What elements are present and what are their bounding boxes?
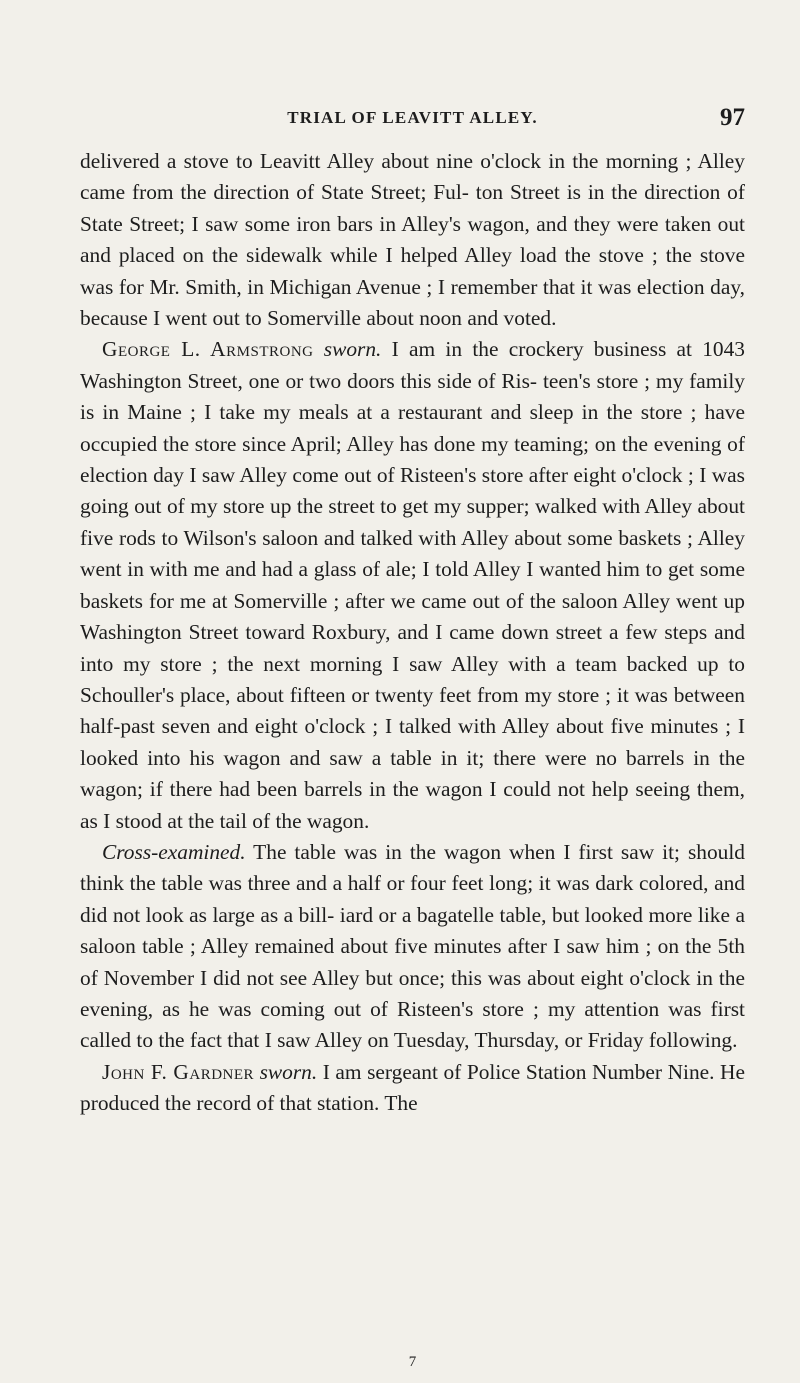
paragraph-armstrong-testimony xyxy=(80,334,745,837)
paragraph-cross-examination xyxy=(80,837,745,1057)
paragraph-text: The table was in the wagon when I first saw it; should think the table was three and a half or four feet long; it was dark colored, and did not look as large as a bill- iard or a bagatelle table, but looked more like a saloon table ; Alley remained about five minutes after I saw him ; on the 5th of November I did not see Alley but once; this was about eight o'clock in the evening, as he was coming out of Risteen's store ; my attention was first called to the fact that I saw Alley on Tuesday, Thursday, or Friday following. xyxy=(80,839,745,1053)
paragraph-text: I am in the crockery business at 1043 Washington Street, one or two doors this side of Ris- teen's store ; my family is in Maine ; I take my meals at a restaurant and sleep in the store ; have occupied the store since April; Alley has done my teaming; on the evening of election day I saw Alley come out of Risteen's store after eight o'clock ; I was going out of my store up the street to get my supper; walked with Alley about five rods to Wilson's saloon and talked with Alley about some baskets ; Alley went in with me and had a glass of ale; I told Alley I wanted him to get some baskets for me at Somerville ; after we came out of the saloon Alley went up Washington Street toward Roxbury, and I came down street a few steps and into my store ; the next morning I saw Alley with a team backed up to Schouller's place, about fifteen or twenty feet from my store ; it was between half-past seven and eight o'clock ; I talked with Alley about five minutes ; I looked into his wagon and saw a table in it; there were no barrels in the wagon; if there had been barrels in the wagon I could not help seeing them, as I stood at the tail of the wagon. xyxy=(80,337,745,833)
sworn-label: sworn. xyxy=(259,1059,318,1084)
paragraph-stove-delivery xyxy=(80,146,745,334)
running-head xyxy=(80,104,745,134)
body-text xyxy=(80,146,745,1120)
paragraph-gardner-testimony xyxy=(80,1057,745,1120)
cross-examined-label: Cross-examined. xyxy=(102,839,246,864)
witness-name: George L. Armstrong xyxy=(102,337,314,362)
signature-mark: 7 xyxy=(408,1354,417,1370)
sworn-label: sworn. xyxy=(323,337,382,362)
witness-name: John F. Gardner xyxy=(102,1059,255,1084)
paragraph-text: I am sergeant of Police Station Number Nine. He produced the record of that station. The xyxy=(80,1059,745,1116)
paragraph-text: delivered a stove to Leavitt Alley about nine o'clock in the morning ; Alley came from the direction of State Street; Ful- ton Street is in the direction of State Street; I saw some iron bars in Alley's wagon, and they were taken out and placed on the sidewalk while I helped Alley load the stove ; the stove was for Mr. Smith, in Michigan Avenue ; I remember that it was election day, because I went out to Somerville about noon and voted. xyxy=(80,149,745,331)
running-title: TRIAL OF LEAVITT ALLEY. xyxy=(287,108,538,127)
page-number: 97 xyxy=(720,104,745,131)
